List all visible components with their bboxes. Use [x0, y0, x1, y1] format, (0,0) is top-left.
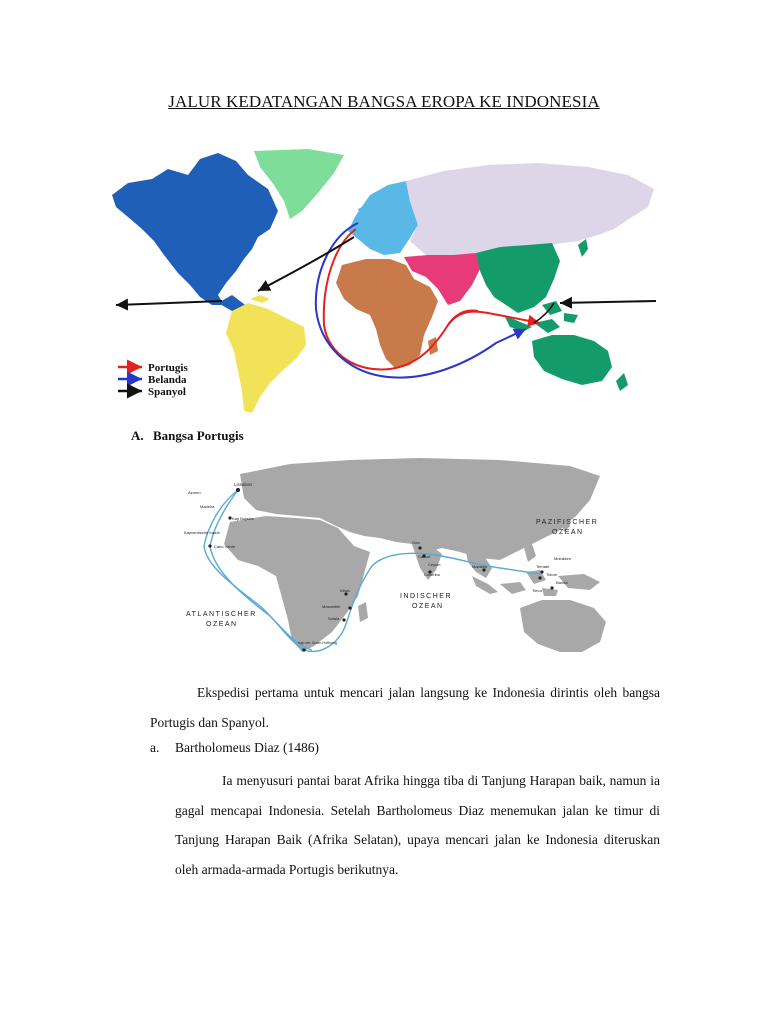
label-atlantic2: OZEAN [206, 621, 238, 628]
label-madeira: Madeira [200, 504, 215, 509]
item-label: a. [150, 740, 160, 755]
label-kilwa: Kilwa [340, 588, 350, 593]
label-kap: Kap der Guten Hoffnung [298, 641, 337, 645]
label-pacific2: OZEAN [552, 529, 584, 536]
legend-spanyol: Spanyol [148, 386, 186, 398]
label-kapverden: Kapverdische Inseln [184, 530, 221, 535]
label-sofala: Sofala [328, 616, 340, 621]
label-malakka: Malakka [472, 564, 487, 569]
south-america-shape [226, 303, 306, 413]
label-indian2: OZEAN [412, 603, 444, 610]
north-america-shape [112, 153, 278, 305]
item-heading [150, 740, 319, 756]
intro-paragraph: Ekspedisi pertama untuk mencari jalan langsung ke Indonesia dirintis oleh bangsa Portugis dan Spanyol. [150, 685, 660, 730]
label-calicut: Calicut [418, 554, 431, 559]
label-ceylon: Ceylon [428, 562, 441, 567]
label-indian: INDISCHER [400, 593, 453, 600]
label-timor: Timor [532, 588, 543, 593]
portuguese-route-map [180, 456, 610, 666]
label-bojador: Kap Bojador [232, 516, 255, 521]
label-azoren: Azoren [188, 490, 201, 495]
item-title: Bartholomeus Diaz (1486) [175, 740, 319, 755]
label-lissabon: Lissabon [234, 482, 253, 487]
label-pacific: PAZIFISCHER [536, 519, 599, 526]
europe-shape [348, 181, 418, 255]
label-molukken: Molukken [554, 556, 572, 561]
label-cabo-verde: Cabo Verde [214, 544, 236, 549]
map-legend [118, 362, 188, 398]
label-atlantic: ATLANTISCHER [186, 611, 257, 618]
label-mozambique: Mosambik [322, 604, 341, 609]
item-body-paragraph: Ia menyusuri pantai barat Afrika hingga tiba di Tanjung Harapan baik, namun ia gagal mencapai Indonesia. Setelah Bartholomeus Diaz menemukan jalan ke timur di Tanjung Harapan Baik (Afrika Selatan), upaya mencari jalan ke Indonesia diteruskan oleh armada-armada Portugis berikutnya. [175, 773, 660, 877]
legend-belanda: Belanda [148, 374, 187, 386]
section-label: A. [131, 428, 144, 443]
label-banda: Banda [556, 580, 568, 585]
southeast-asia-shape [476, 243, 560, 313]
page-title: JALUR KEDATANGAN BANGSA EROPA KE INDONESIA [168, 92, 600, 111]
legend-portugis: Portugis [148, 362, 188, 374]
label-colombo: Colombo [424, 572, 441, 577]
label-goa: Goa [412, 540, 420, 545]
section-heading [131, 428, 244, 444]
label-ternate: Ternate [536, 564, 550, 569]
label-tidore: Tidore [546, 572, 558, 577]
asia-shape [406, 163, 654, 257]
section-title: Bangsa Portugis [153, 428, 244, 443]
australia-shape [532, 335, 612, 385]
world-routes-map [108, 145, 660, 415]
